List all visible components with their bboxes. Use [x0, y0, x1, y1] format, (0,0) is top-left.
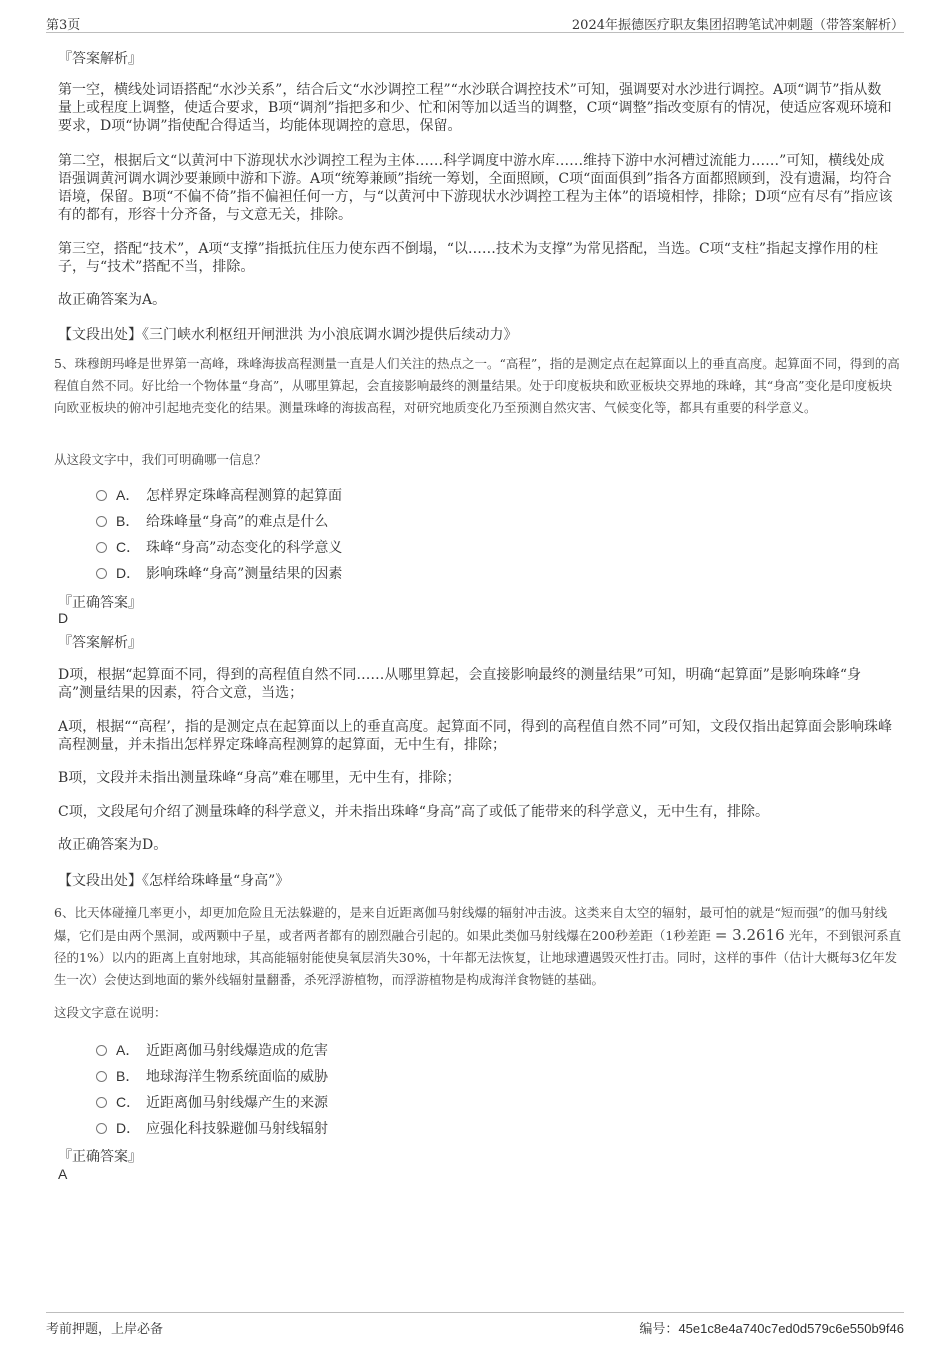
analysis-paragraph-1: 第一空，横线处词语搭配“水沙关系”，结合后文“水沙调控工程”“水沙联合调控技术”可知，强调要对水沙进行调控。A项“调节”指从数量上或程度上调整，使适合要求，B项“调剂”指把多和少、忙和闲等加以适当的调整，C项“调整”指改变原有的情况，使适应客观环境和要求，D项“协调”指使配合得适当，均能体现调控的意思，保留。	[58, 82, 892, 134]
radio-icon[interactable]	[96, 568, 107, 579]
q5-analysis-c: C项，文段尾句介绍了测量珠峰的科学意义，并未指出珠峰“身高”高了或低了能带来的科学意义，无中生有，排除。	[58, 804, 770, 820]
q5-option-d[interactable]: D． 影响珠峰“身高”测量结果的因素	[96, 563, 342, 585]
conclusion: 故正确答案为A。	[58, 292, 167, 308]
q5-analysis-d: D项，根据“起算面不同，得到的高程值自然不同……从哪里算起，会直接影响最终的测量结果”可知，明确“起算面”是影响珠峰“身高”测量结果的因素，符合文意，当选；	[58, 667, 862, 701]
analysis-paragraph-3: 第三空，搭配“技术”，A项“支撑”指抵抗住压力使东西不倒塌，“以……技术为支撑”为常见搭配，当选。C项“支柱”指起支撑作用的柱子，与“技术”搭配不当，排除。	[58, 241, 879, 275]
radio-icon[interactable]	[96, 516, 107, 527]
q6-option-b[interactable]: B． 地球海洋生物系统面临的威胁	[96, 1066, 328, 1088]
q5-option-c[interactable]: C． 珠峰“身高”动态变化的科学意义	[96, 537, 342, 559]
radio-icon[interactable]	[96, 1045, 107, 1056]
analysis-label: 『答案解析』	[58, 635, 142, 651]
document-code: 编号：45e1c8e4a740c7ed0d579c6e550b9f46	[639, 1321, 904, 1336]
correct-answer: A	[58, 1166, 68, 1182]
conclusion: 故正确答案为D。	[58, 837, 168, 853]
math-expression: = 3.2616	[714, 926, 785, 944]
q5-option-b[interactable]: B． 给珠峰量“身高”的难点是什么	[96, 511, 328, 533]
correct-answer-label: 『正确答案』	[58, 1149, 142, 1165]
correct-answer-label: 『正确答案』	[58, 595, 142, 611]
q6-option-a[interactable]: A． 近距离伽马射线爆造成的危害	[96, 1040, 328, 1062]
question-5-stem: 5、珠穆朗玛峰是世界第一高峰，珠峰海拔高程测量一直是人们关注的热点之一。“高程”，指的是测定点在起算面以上的垂直高度。起算面不同，得到的高程值自然不同。好比给一个物体量“身高”，从哪里算起，会直接影响最终的测量结果。处于印度板块和欧亚板块交界地的珠峰，其“身高”变化是印度板块向欧亚板块的俯冲引起地壳变化的结果。测量珠峰的海拔高程，对研究地质变化乃至预测自然灾害、气候变化等，都具有重要的科学意义。	[54, 356, 900, 415]
q5-analysis-b: B项，文段并未指出测量珠峰“身高”难在哪里，无中生有，排除；	[58, 770, 461, 786]
q6-option-d[interactable]: D． 应强化科技躲避伽马射线辐射	[96, 1118, 328, 1140]
source-citation: 【文段出处】《怎样给珠峰量“身高”》	[58, 873, 290, 889]
page-header	[46, 8, 904, 33]
radio-icon[interactable]	[96, 1071, 107, 1082]
page-number: 第3页	[46, 18, 81, 33]
radio-icon[interactable]	[96, 1123, 107, 1134]
question-6-stem: 6、比天体碰撞几率更小，却更加危险且无法躲避的，是来自近距离伽马射线爆的辐射冲击波。这类来自太空的辐射，最可怕的就是“短而强”的伽马射线爆，它们是由两个黑洞，或两颗中子星，或者两者都有的剧烈融合引起的。如果此类伽马射线爆在200秒差距（1秒差距 = 3.2616 光年，不到银河系直径的1%）以内的距离上直射地球，其高能辐射能使臭氧层消失30%，十年都无法恢复，让地球遭遇毁灭性打击。同时，这样的事件（估计大概每3亿年发生一次）会使达到地面的紫外线辐射量翻番，杀死浮游植物，而浮游植物是构成海洋食物链的基础。	[54, 905, 902, 987]
question-6-prompt: 这段文字意在说明：	[54, 1005, 167, 1020]
radio-icon[interactable]	[96, 542, 107, 553]
analysis-paragraph-2: 第二空，根据后文“以黄河中下游现状水沙调控工程为主体……科学调度中游水库……维持下游中水河槽过流能力……”可知，横线处成语强调黄河调水调沙要兼顾中游和下游。A项“统筹兼顾”指统一筹划，全面照顾，C项“面面俱到”指各方面都照顾到，没有遗漏，均符合语境，保留。B项“不偏不倚”指不偏袒任何一方，与“以黄河中下游现状水沙调控工程为主体”的语境相悖，排除；D项“应有尽有”指应该有的都有，形容十分齐备，与文意无关，排除。	[58, 153, 893, 223]
source-citation: 【文段出处】《三门峡水利枢纽开闸泄洪 为小浪底调水调沙提供后续动力》	[58, 327, 518, 343]
analysis-label: 『答案解析』	[58, 51, 142, 67]
radio-icon[interactable]	[96, 1097, 107, 1108]
q5-analysis-a: A项，根据““高程’，指的是测定点在起算面以上的垂直高度。起算面不同，得到的高程值自然不同”可知，文段仅指出起算面会影响珠峰高程测量，并未指出怎样界定珠峰高程测算的起算面，无中生有，排除；	[58, 719, 893, 753]
footer-slogan: 考前押题，上岸必备	[46, 1322, 164, 1337]
q5-option-a[interactable]: A． 怎样界定珠峰高程测算的起算面	[96, 485, 342, 507]
document-title: 2024年振德医疗职友集团招聘笔试冲刺题（带答案解析）	[571, 18, 904, 33]
radio-icon[interactable]	[96, 490, 107, 501]
correct-answer: D	[58, 610, 69, 626]
q6-option-c[interactable]: C． 近距离伽马射线爆产生的来源	[96, 1092, 328, 1114]
question-5-prompt: 从这段文字中，我们可明确哪一信息？	[54, 452, 267, 467]
page-footer	[46, 1312, 904, 1337]
